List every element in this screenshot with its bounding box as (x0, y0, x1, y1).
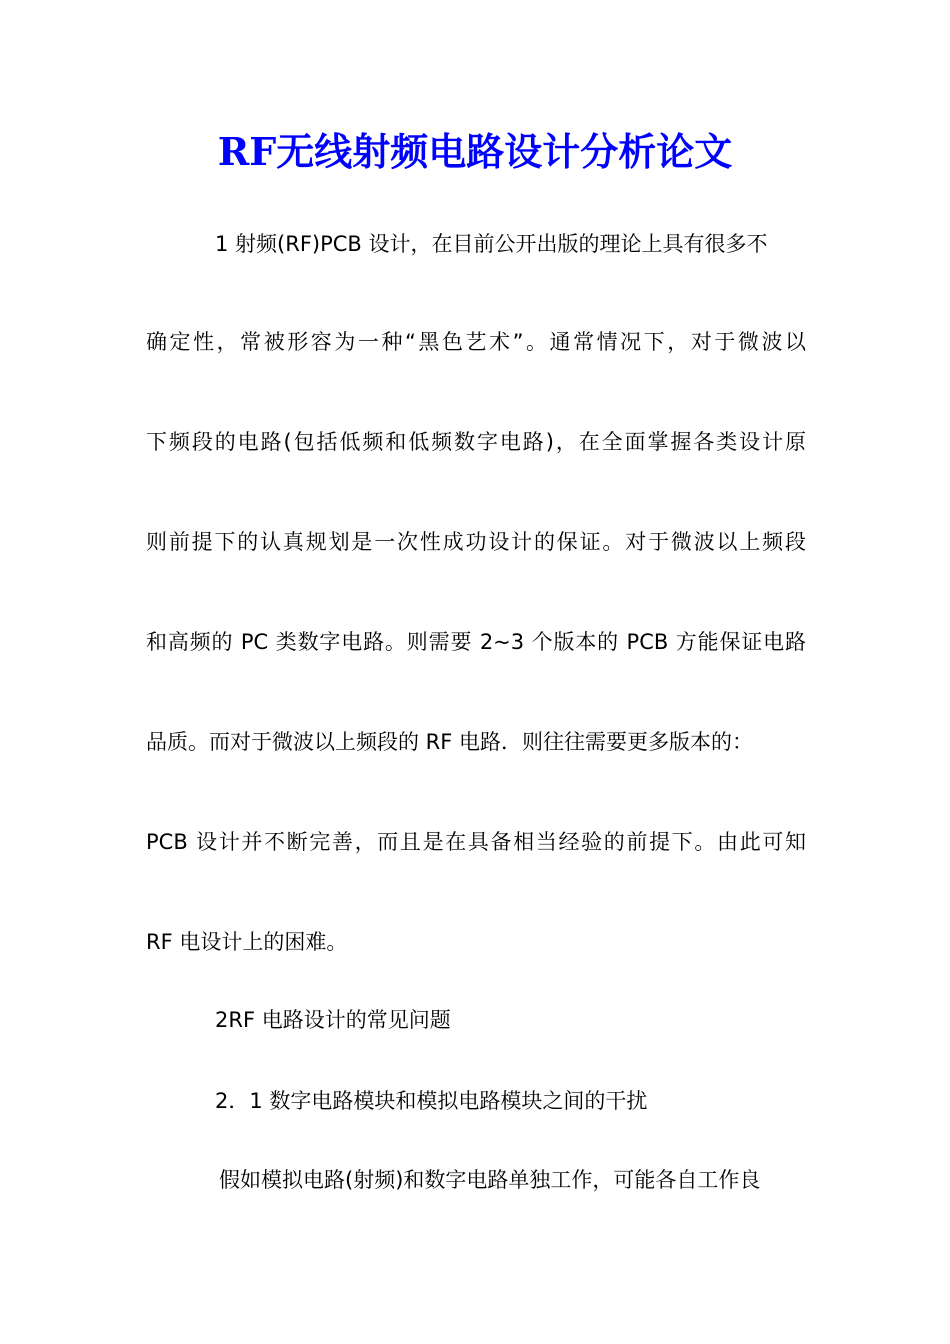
paragraph-line: 确定性，常被形容为一种“黑色艺术”。通常情况下，对于微波以 (146, 330, 806, 354)
section-heading: 2RF 电路设计的常见问题 (215, 1008, 451, 1032)
paragraph-line: 品质。而对于微波以上频段的 RF 电路．则往往需要更多版本的： (146, 730, 754, 754)
subsection-heading: 2．1 数字电路模块和模拟电路模块之间的干扰 (215, 1089, 648, 1113)
paragraph-line: 和高频的 PC 类数字电路。则需要 2~3 个版本的 PCB 方能保证电路 (146, 630, 806, 654)
document-title: RF无线射频电路设计分析论文 (217, 129, 733, 174)
paragraph-line: PCB 设计并不断完善，而且是在具备相当经验的前提下。由此可知 (146, 830, 806, 854)
paragraph-line: 1 射频(RF)PCB 设计，在目前公开出版的理论上具有很多不 (215, 232, 768, 256)
paragraph-line: 则前提下的认真规划是一次性成功设计的保证。对于微波以上频段 (146, 530, 806, 554)
paragraph-line: 下频段的电路(包括低频和低频数字电路)，在全面掌握各类设计原 (146, 430, 806, 454)
paragraph-line: RF 电设计上的困难。 (146, 930, 348, 954)
paragraph-line: 假如模拟电路(射频)和数字电路单独工作，可能各自工作良 (219, 1168, 761, 1192)
